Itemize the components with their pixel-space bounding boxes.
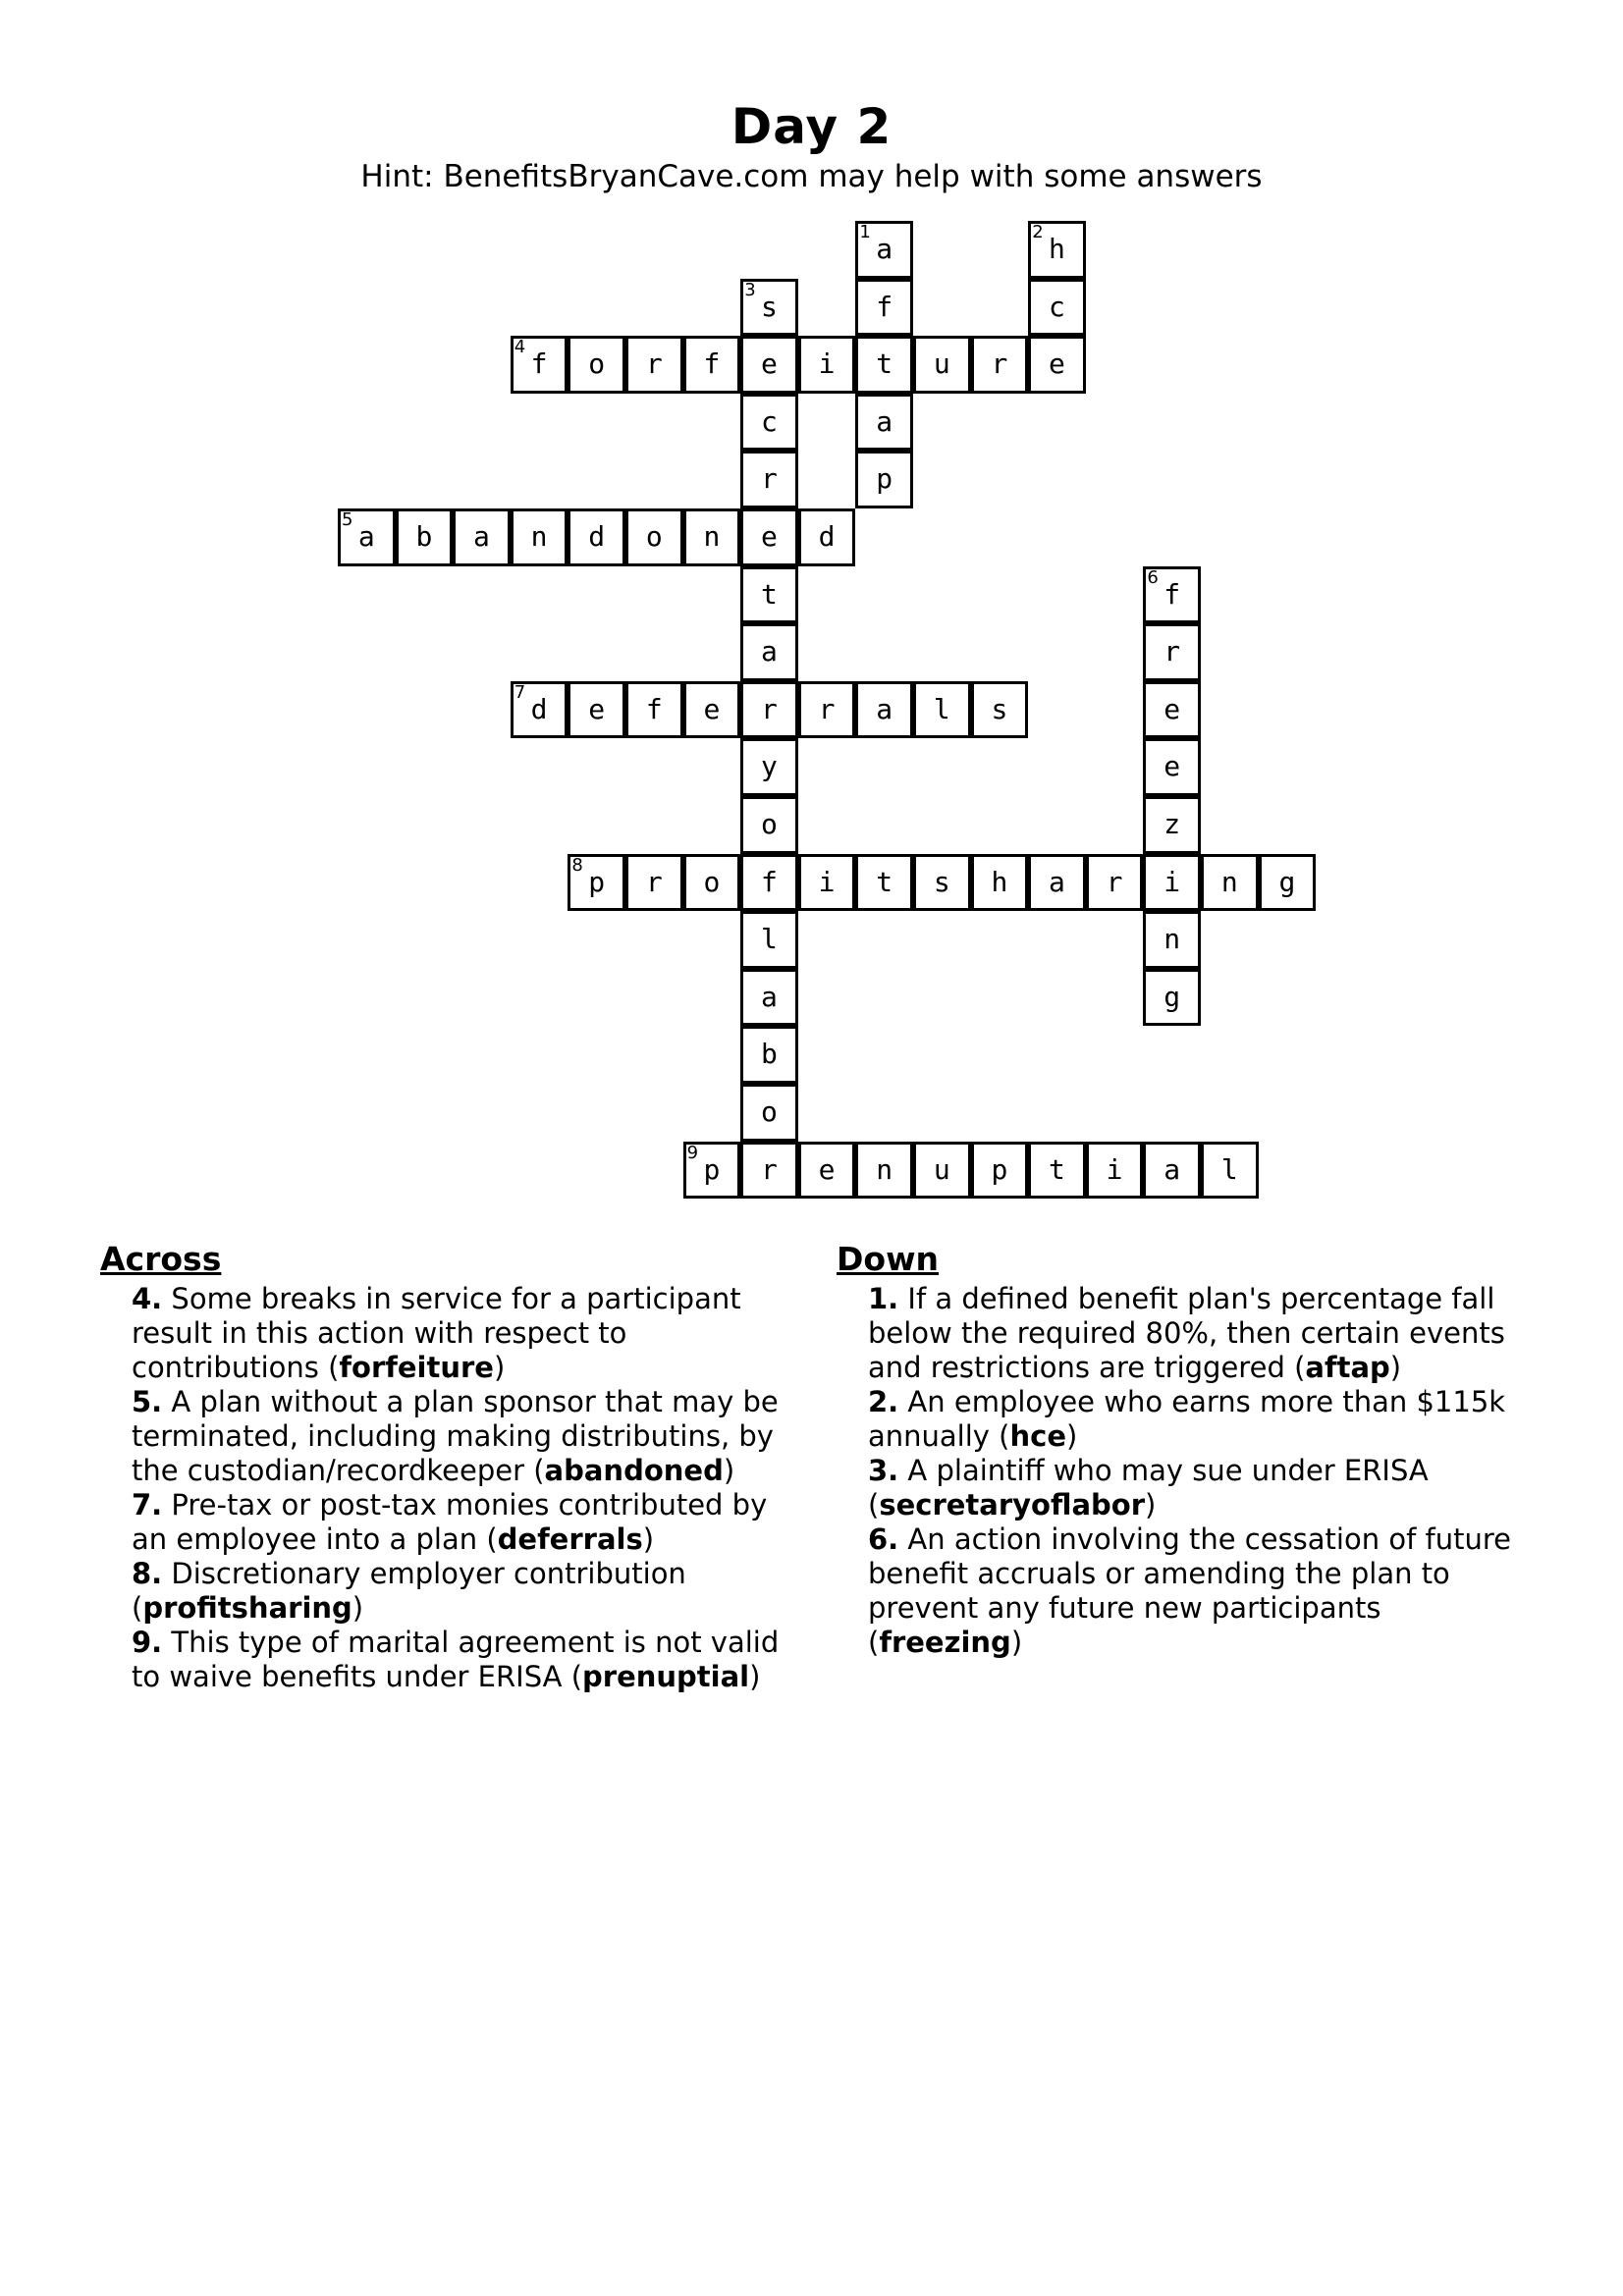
down-clue [868,1522,1543,1660]
cell-letter: r [991,347,1008,381]
grid-cell [1143,738,1201,796]
grid-cell [855,451,913,508]
grid-cell [913,854,971,912]
cell-letter: n [1163,923,1181,956]
cell-letter: e [818,1152,836,1186]
grid-cell [913,681,971,739]
grid-cell [855,336,913,394]
grid-cell [568,854,625,912]
clue-number: 9. [132,1626,163,1659]
grid-cell [453,508,511,566]
clue-number: 4 [514,337,526,358]
cell-letter: a [357,520,375,553]
clue-answer: aftap [1305,1351,1390,1384]
grid-cell [1028,336,1086,394]
cell-letter: r [761,1152,778,1186]
cell-letter: e [588,692,606,725]
down-heading: Down [837,1240,940,1278]
cell-letter: s [933,865,950,898]
clue-end: ) [493,1351,506,1384]
cell-letter: e [703,692,721,725]
clue-text: Pre-tax or post-tax monies contributed by an employee into a plan ( [132,1488,768,1556]
cell-letter: r [1106,865,1123,898]
cell-letter: r [1163,635,1181,668]
grid-cell [798,1142,856,1200]
clue-number: 1. [868,1282,899,1315]
grid-cell [625,336,683,394]
cell-letter: c [1049,290,1065,323]
cell-letter: t [761,577,778,611]
cell-letter: e [1049,347,1065,381]
grid-cell [1028,854,1086,912]
clue-number: 6 [1147,566,1159,588]
cell-letter: i [1163,865,1181,898]
cell-letter: a [761,980,778,1013]
clue-text: An employee who earns more than $115k annually ( [868,1385,1506,1453]
clue-answer: deferrals [497,1522,643,1556]
cell-letter: n [703,520,721,553]
clue-end: ) [1010,1626,1023,1659]
grid-cell [740,1084,798,1142]
grid-cell [1143,566,1201,624]
cell-letter: f [761,865,778,898]
clue-answer: forfeiture [339,1351,494,1384]
cell-letter: u [933,1152,950,1186]
grid-cell [798,854,856,912]
page-title: Day 2 [730,98,893,155]
grid-cell [798,681,856,739]
across-clue [132,1626,807,1694]
cell-letter: r [645,347,663,381]
clue-number: 3. [868,1454,899,1487]
cell-letter: u [933,347,950,381]
cell-letter: i [1106,1152,1123,1186]
cell-letter: o [761,808,778,840]
cell-letter: n [530,520,548,553]
grid-cell [1143,1142,1201,1200]
clue-number: 5 [342,509,353,530]
clue-end: ) [1389,1351,1402,1384]
grid-cell [1086,854,1144,912]
cell-letter: r [818,692,836,725]
grid-cell [683,508,741,566]
grid-cell [1143,854,1201,912]
hint-text: Hint: BenefitsBryanCave.com may help with some answers [360,159,1263,194]
grid-cell [740,796,798,854]
cell-letter: c [761,404,778,438]
cell-letter: i [818,865,836,898]
down-clue [868,1282,1543,1385]
grid-cell [568,508,625,566]
grid-cell [740,911,798,969]
across-clue-list [100,1282,807,1694]
grid-cell [740,854,798,912]
grid-cell [1028,279,1086,337]
grid-cell [683,336,741,394]
cell-letter: o [645,520,663,553]
grid-cell [1259,854,1317,912]
cell-letter: f [530,347,548,381]
grid-cell [740,623,798,681]
clue-text: An action involving the cessation of future benefit accruals or amending the plan to prevent any future new participants ( [868,1522,1511,1659]
cell-letter: a [473,520,490,553]
cell-letter: f [876,290,893,323]
clue-number: 9 [686,1142,699,1163]
grid-cell [568,681,625,739]
cell-letter: e [761,520,778,553]
clue-text: A plan without a plan sponsor that may be terminated, including making distributins, by the custodian/recordkeeper ( [132,1385,779,1487]
cell-letter: g [1163,980,1181,1013]
across-clue [132,1385,807,1488]
cell-letter: e [761,347,778,381]
clue-text: Discretionary employer contribution ( [132,1557,686,1625]
clue-text: Some breaks in service for a participant result in this action with respect to contributions ( [132,1282,741,1384]
cell-letter: a [876,233,893,265]
grid-cell [740,279,798,337]
cell-letter: a [1049,865,1065,898]
down-clue [868,1385,1543,1454]
cell-letter: e [1163,692,1181,725]
clue-answer: freezing [879,1626,1011,1659]
cell-letter: e [1163,750,1181,783]
clue-answer: prenuptial [582,1660,750,1693]
across-clues [100,1241,807,1694]
grid-cell [740,681,798,739]
cell-letter: z [1163,808,1181,840]
clue-end: ) [352,1591,364,1625]
clue-number: 3 [744,279,756,300]
clue-end: ) [749,1660,761,1693]
cell-letter: d [530,692,548,725]
grid-cell [740,451,798,508]
grid-cell [855,681,913,739]
clue-text: A plaintiff who may sue under ERISA ( [868,1454,1429,1522]
cell-letter: d [588,520,606,553]
cell-letter: h [1049,233,1065,265]
cell-letter: o [588,347,606,381]
clue-number: 2 [1032,222,1044,242]
grid-cell [625,854,683,912]
grid-cell [568,336,625,394]
cell-letter: l [761,923,778,956]
clue-number: 2. [868,1385,899,1418]
grid-cell [971,1142,1029,1200]
grid-cell [798,336,856,394]
clue-text: This type of marital agreement is not valid to waive benefits under ERISA ( [132,1626,780,1693]
grid-cell [971,336,1029,394]
grid-cell [855,394,913,452]
grid-cell [1143,911,1201,969]
grid-cell [740,738,798,796]
cell-letter: h [991,865,1008,898]
cell-letter: f [645,692,663,725]
cell-letter: a [876,404,893,438]
down-clues [837,1241,1543,1660]
clue-end: ) [1066,1419,1078,1453]
clue-number: 1 [859,222,871,242]
grid-cell [625,681,683,739]
across-heading: Across [100,1240,222,1278]
across-clue [132,1282,807,1385]
clue-answer: secretaryoflabor [879,1488,1146,1522]
grid-cell [971,854,1029,912]
clue-number: 5. [132,1385,163,1418]
grid-cell [740,394,798,452]
cell-letter: i [818,347,836,381]
grid-cell [740,969,798,1027]
grid-cell [1086,1142,1144,1200]
grid-cell [1201,854,1259,912]
grid-cell [740,566,798,624]
clue-text: If a defined benefit plan's percentage fall below the required 80%, then certain events and restrictions are triggered ( [868,1282,1505,1384]
cell-letter: t [876,865,893,898]
clue-answer: hce [1009,1419,1067,1453]
cell-letter: a [876,692,893,725]
grid-cell [683,1142,741,1200]
clue-end: ) [642,1522,655,1556]
cell-letter: b [761,1038,778,1071]
clue-end: ) [1145,1488,1157,1522]
grid-cell [625,508,683,566]
cell-letter: p [991,1152,1008,1186]
grid-cell [396,508,454,566]
grid-cell [740,1142,798,1200]
grid-cell [1028,1142,1086,1200]
cell-letter: s [761,290,778,323]
grid-cell [855,854,913,912]
cell-letter: p [876,462,893,496]
cell-letter: p [588,865,606,898]
grid-cell [913,336,971,394]
cell-letter: g [1278,865,1296,898]
clue-number: 8 [571,854,583,876]
grid-cell [740,336,798,394]
cell-letter: r [761,692,778,725]
cell-letter: n [876,1152,893,1186]
cell-letter: r [645,865,663,898]
grid-cell [855,221,913,279]
grid-cell [1143,623,1201,681]
down-clue-list [837,1282,1543,1660]
clue-answer: profitsharing [142,1591,352,1625]
cell-letter: o [761,1095,778,1128]
cell-letter: t [1049,1152,1065,1186]
grid-cell [511,681,568,739]
cell-letter: n [1220,865,1238,898]
clue-number: 7 [514,681,526,703]
cell-letter: a [1163,1152,1181,1186]
clue-end: ) [723,1454,735,1487]
cell-letter: s [991,692,1008,725]
cell-letter: f [703,347,721,381]
grid-cell [740,508,798,566]
cell-letter: y [761,750,778,783]
grid-cell [855,279,913,337]
cell-letter: b [415,520,433,553]
grid-cell [1143,796,1201,854]
grid-cell [1143,681,1201,739]
grid-cell [1201,1142,1259,1200]
cell-letter: t [876,347,893,381]
grid-cell [971,681,1029,739]
grid-cell [855,1142,913,1200]
cell-letter: p [703,1152,721,1186]
cell-letter: f [1163,577,1181,611]
grid-cell [740,1026,798,1084]
grid-cell [338,508,396,566]
cell-letter: r [761,462,778,496]
down-clue [868,1454,1543,1522]
grid-cell [1143,969,1201,1027]
across-clue [132,1557,807,1626]
cell-letter: o [703,865,721,898]
clue-number: 6. [868,1522,899,1556]
grid-cell [798,508,856,566]
cell-letter: l [933,692,950,725]
grid-cell [1028,221,1086,279]
grid-cell [683,681,741,739]
across-clue [132,1488,807,1557]
cell-letter: a [761,635,778,668]
clue-number: 8. [132,1557,163,1590]
clue-number: 7. [132,1488,163,1522]
cell-letter: d [818,520,836,553]
clue-answer: abandoned [544,1454,724,1487]
grid-cell [511,336,568,394]
grid-cell [511,508,568,566]
grid-cell [913,1142,971,1200]
grid-cell [683,854,741,912]
cell-letter: l [1220,1152,1238,1186]
clue-number: 4. [132,1282,163,1315]
